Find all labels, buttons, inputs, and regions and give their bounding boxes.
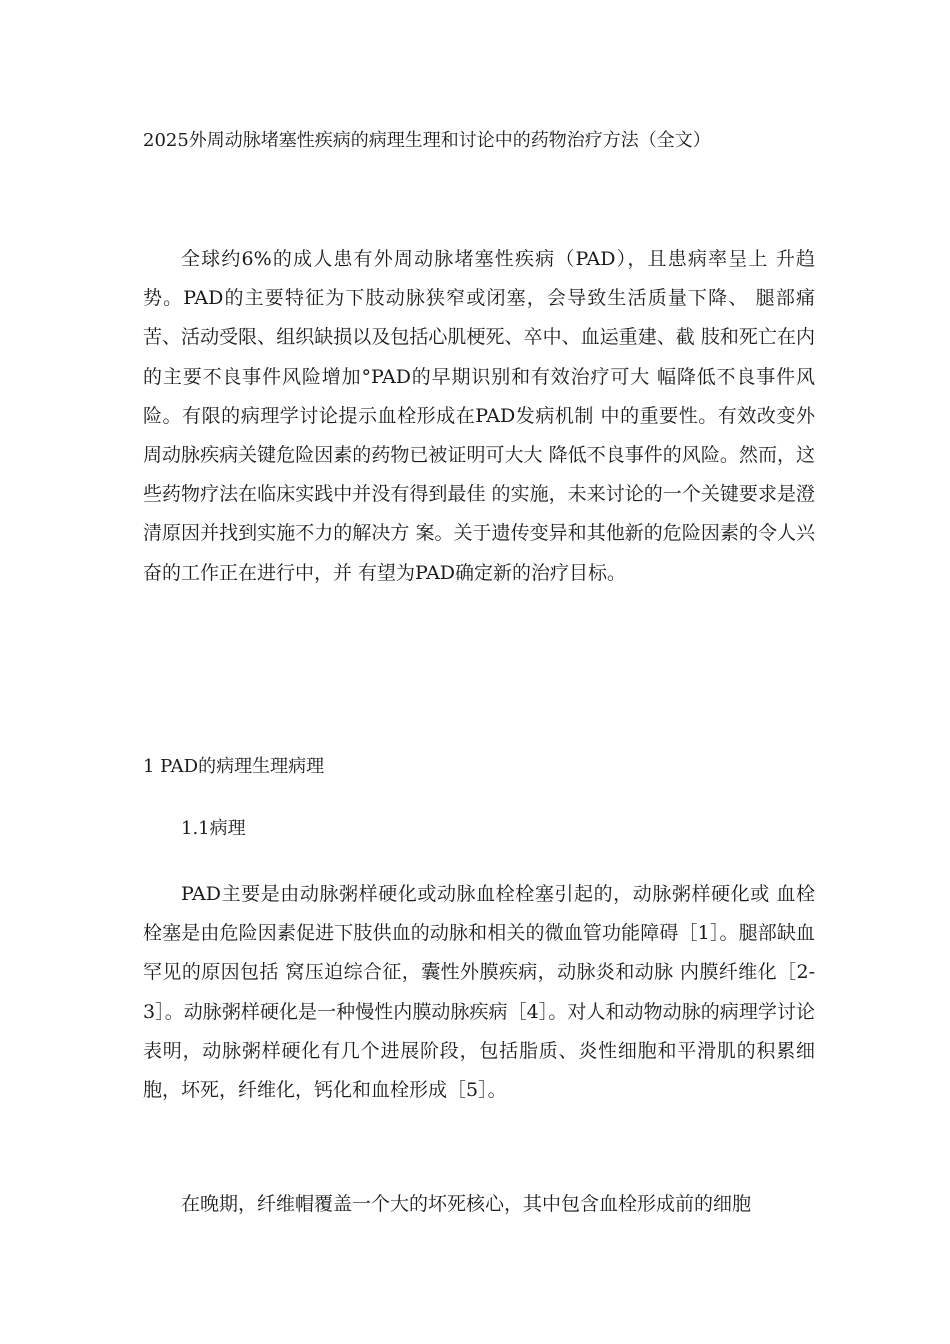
intro-paragraph: 全球约6%的成人患有外周动脉堵塞性疾病（PAD），且患病率呈上 升趋势。PAD的主要特征为下肢动脉狭窄或闭塞，会导致生活质量下降、 腿部痛苦、活动受限、组织缺损以及包括心肌梗死、卒中、血运重建、截 肢和死亡在内的主要不良事件风险增加°PAD的早期识别和有效治疗可大 幅降低不良事件风险。有限的病理学讨论提示血栓形成在PAD发病机制 中的重要性。有效改变外周动脉疾病关键危险因素的药物已被证明可大大 降低不良事件的风险。然而，这些药物疗法在临床实践中并没有得到最佳 的实施，未来讨论的一个关键要求是澄清原因并找到实施不力的解决方 案。关于遗传变异和其他新的危险因素的令人兴奋的工作正在进行中，并 有望为PAD确定新的治疗目标。 [143,248,815,584]
pathology-paragraph: PAD主要是由动脉粥样硬化或动脉血栓栓塞引起的，动脉粥样硬化或 血栓栓塞是由危险因素促进下肢供血的动脉和相关的微血管功能障碍［1］。腿部缺血罕见的原因包括 窝压迫综合征，囊性外膜疾病，动脉炎和动脉 内膜纤维化［2-3］。动脉粥样硬化是一种慢性内膜动脉疾病［4］。对人和动物动脉的病理学讨论表明，动脉粥样硬化有几个进展阶段，包括脂质、炎性细胞和平滑肌的积累细胞，坏死，纤维化，钙化和血栓形成［5］。 [143,883,815,1102]
section-heading: 1 PAD的病理生理病理 [143,756,325,777]
subsection-heading: 1.1病理 [181,818,246,839]
document-title: 2025外周动脉堵塞性疾病的病理生理和讨论中的药物治疗方法（全文） [143,130,711,151]
late-stage-paragraph: 在晚期，纤维帽覆盖一个大的坏死核心，其中包含血栓形成前的细胞 [181,1193,752,1215]
